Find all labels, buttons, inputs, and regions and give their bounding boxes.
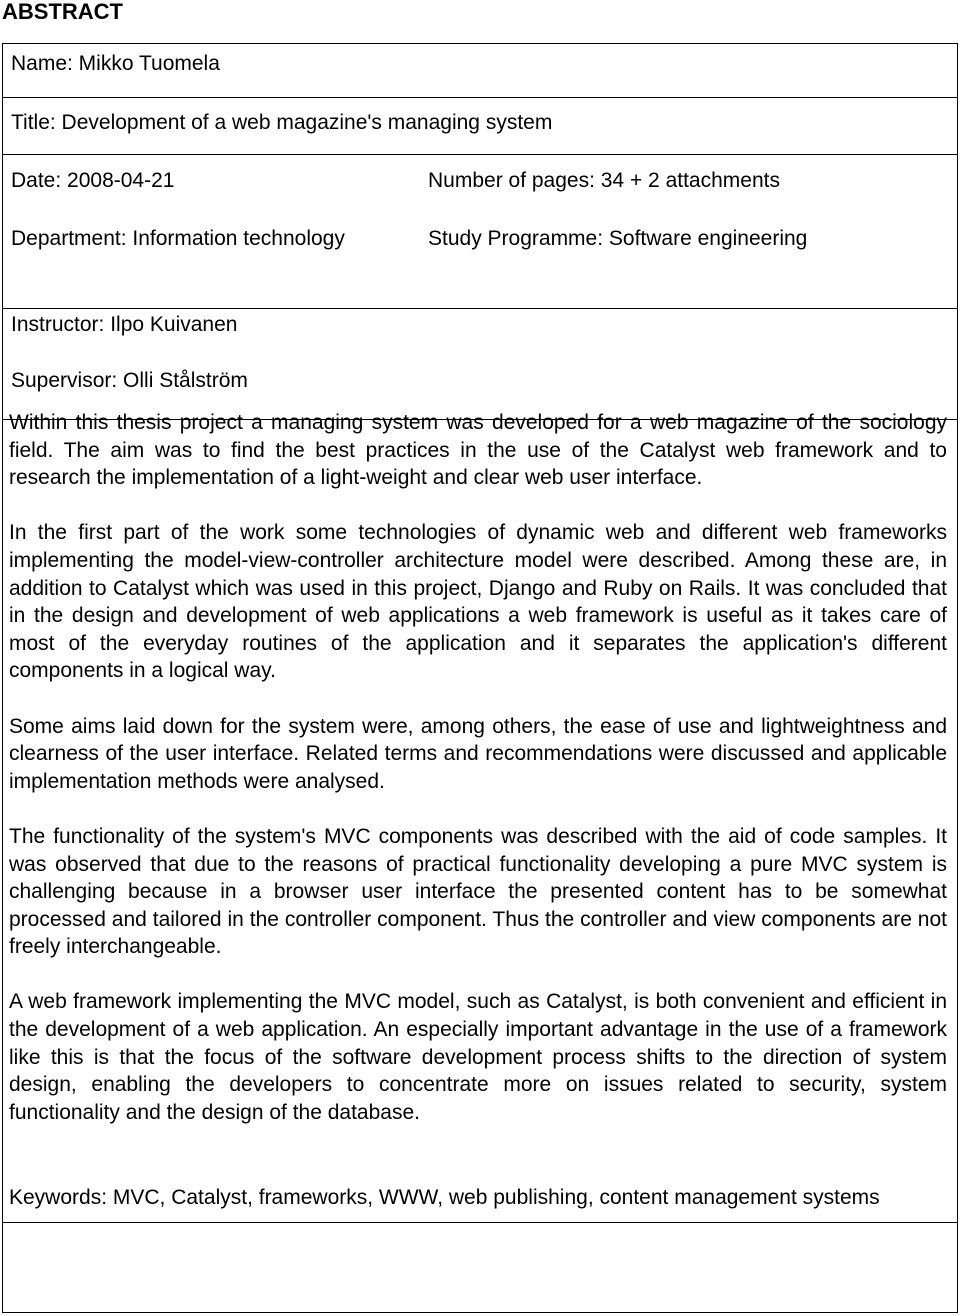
instructor-field: Instructor: Ilpo Kuivanen xyxy=(11,313,238,336)
abstract-heading: ABSTRACT xyxy=(2,0,123,24)
divider xyxy=(3,154,957,155)
author-name: Name: Mikko Tuomela xyxy=(11,52,220,75)
abstract-body xyxy=(9,409,947,1126)
department-field: Department: Information technology xyxy=(11,227,345,250)
programme-field: Study Programme: Software engineering xyxy=(428,227,808,250)
pages-field: Number of pages: 34 + 2 attachments xyxy=(428,169,780,192)
abstract-paragraph: The functionality of the system's MVC components was described with the aid of code samples. It was observed that due to the reasons of practical functionality developing a pure MVC system is challenging because in a browser user interface the presented content has to be somewhat processed and tailored in the controller component. Thus the controller and view components are not freely interchangeable. xyxy=(9,824,947,959)
abstract-paragraph: Some aims laid down for the system were, among others, the ease of use and lightweightness and clearness of the user interface. Related terms and recommendations were discussed and applicable implementation methods were analysed. xyxy=(9,714,947,793)
divider xyxy=(3,1222,957,1223)
abstract-paragraph: Within this thesis project a managing system was developed for a web magazine of the sociology field. The aim was to find the best practices in the use of the Catalyst web framework and to research the implementation of a light-weight and clear web user interface. xyxy=(9,411,947,490)
divider xyxy=(3,97,957,98)
date-field: Date: 2008-04-21 xyxy=(11,169,175,192)
keywords-field: Keywords: MVC, Catalyst, frameworks, WWW, web publishing, content management systems xyxy=(9,1186,880,1209)
thesis-title: Title: Development of a web magazine's managing system xyxy=(11,111,553,134)
divider xyxy=(3,308,957,309)
abstract-paragraph: A web framework implementing the MVC model, such as Catalyst, is both convenient and efficient in the development of a web application. An especially important advantage in the use of a framework like this is that the focus of the software development process shifts to the direction of system design, enabling the developers to concentrate more on issues related to security, system functionality and the design of the database. xyxy=(9,990,947,1124)
supervisor-field: Supervisor: Olli Stålström xyxy=(11,369,248,392)
abstract-paragraph: In the first part of the work some technologies of dynamic web and different web frameworks implementing the model-view-controller architecture model were described. Among these are, in addition to Catalyst which was used in this project, Django and Ruby on Rails. It was concluded that in the design and development of web applications a web framework is useful as it takes care of most of the everyday routines of the application and it separates the application's different components in a logical way. xyxy=(9,521,947,683)
